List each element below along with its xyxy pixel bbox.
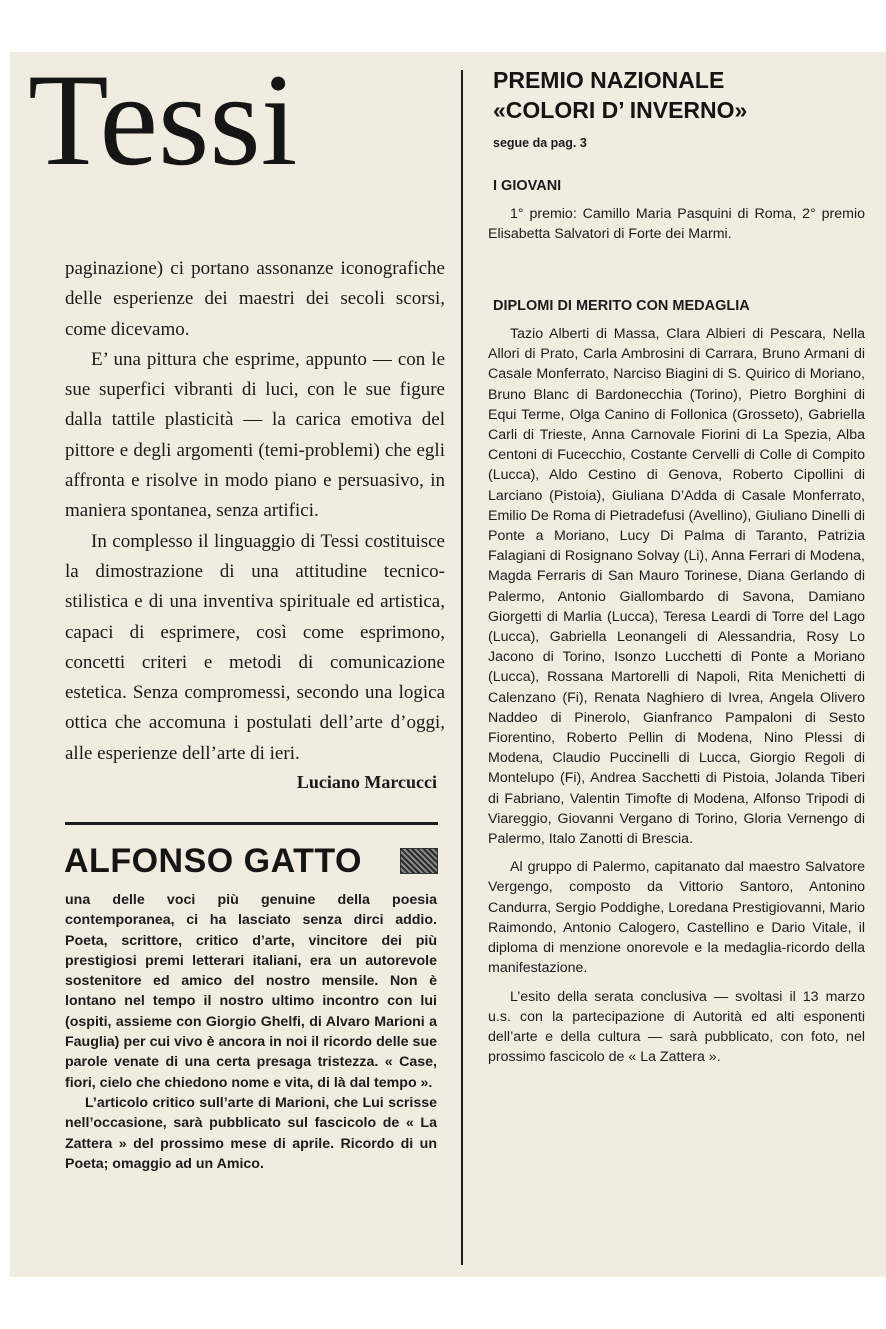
tessi-article-body	[65, 254, 445, 769]
diplomi-section	[488, 324, 865, 1067]
gatto-headline: ALFONSO GATTO	[64, 842, 363, 880]
column-divider	[461, 70, 463, 1265]
palermo-text: Al gruppo di Palermo, capitanato dal maestro Salvatore Vergengo, composto da Vittorio Santoro, Antonino Candurra, Sergio Poddighe, Loredana Prestigiovanni, Mario Raimondo, Antonio Calogero, Castellino e Dario Vitale, il diploma di menzione onorevole e la medaglia-ricordo della manifestazione.	[488, 859, 865, 977]
article-title-tessi: Tessi	[28, 52, 298, 193]
gatto-paragraph-2: L’articolo critico sull’arte di Marioni, che Lui scrisse nell’occasione, sarà pubblicato sul fascicolo de « La Zattera » del prossimo mese di aprile. Ricordo di un Poeta; omaggio ad un Amico.	[65, 1094, 437, 1172]
tessi-paragraph-3: In complesso il linguaggio di Tessi costituisce la dimostrazione di una attitudine tecnico-stilistica e di una inventiva spirituale ed artistica, capaci di esprimere, così come esprimono, concetti criteri e metodi di comunicazione estetica. Senza compromessi, secondo una logica ottica che accomuna i postulati dell’arte d’oggi, alle esperienze dell’arte di ieri.	[65, 530, 445, 764]
continued-from-note: segue da pag. 3	[493, 136, 587, 150]
magazine-page	[10, 52, 886, 1277]
gatto-paragraph-1: una delle voci più genuine della poesia contemporanea, ci ha lasciato senza dirci addio. Poeta, scrittore, critico d’arte, vincitore dei più prestigiosi premi letterari italiani, era un autorevole sostenitore ed amico del nostro mensile. Non è lontano nel tempo il nostro ultimo incontro con lui (ospiti, assieme con Giorgio Ghelfi, di Alvaro Marioni a Fauglia) per cui vivo è ancora in noi il ricordo delle sue parole venate di una certa presaga tristezza. « Case, fiori, cielo che chiedono nome e vita, di là dal tempo ».	[65, 892, 437, 1091]
gatto-article-body	[65, 890, 437, 1174]
esito-text: L’esito della serata conclusiva — svoltasi il 13 marzo u.s. con la partecipazione di Autorità ed alti esponenti dell’arte e della cultura — sarà pubblicato, con foto, nel prossimo fascicolo de « La Zattera ».	[488, 988, 865, 1066]
tessi-paragraph-1: paginazione) ci portano assonanze iconografiche delle esperienze dei maestri dei secoli scorsi, come dicevamo.	[65, 258, 445, 340]
diplomi-heading: DIPLOMI DI MERITO CON MEDAGLIA	[493, 298, 750, 314]
giovani-text: 1° premio: Camillo Maria Pasquini di Roma, 2° premio Elisabetta Salvatori di Forte dei Marmi.	[488, 206, 865, 243]
premio-title-line-2: «COLORI D’ INVERNO»	[493, 97, 748, 123]
giovani-section	[488, 204, 865, 244]
diplomi-text: Tazio Alberti di Massa, Clara Albieri di Pescara, Nella Allori di Prato, Carla Ambrosini di Carrara, Bruno Armani di Casale Monferrato, Narciso Biagini di S. Quirico di Moriano, Bruno Blanc di Bardonecchia (Torino), Pietro Borghini di Equi Terme, Olga Canino di Follonica (Grosseto), Gabriella Carli di Trieste, Anna Carnovale Fiorini di La Spezia, Alba Centoni di Fucecchio, Costante Cervelli di Colle di Compito (Lucca), Aldo Cestino di Genova, Roberto Cipollini di Larciano (Pistoia), Giuliana D’Adda di Casale Monferrato, Emilio De Roma di Pietradefusi (Avellino), Giuliano Dinelli di Ponte a Moriano, Lucy Di Palma di Taranto, Patrizia Falagiani di Rosignano Solvay (Li), Anna Ferrari di Modena, Magda Ferraris di San Mauro Torinese, Diana Gerlando di Palermo, Antonio Giallombardo di Savona, Damiano Giorgetti di Marlia (Lucca), Teresa Leardi di Torre del Lago (Lucca), Gabriella Leonangeli di Alessandria, Rosy Lo Jacono di Torino, Isonzo Lucchetti di Ponte a Moriano (Lucca), Rossana Martorelli di Napoli, Rita Menichetti di Calenzano (Fi), Renata Naghiero di Ivrea, Angela Olivero Naddeo di Pinerolo, Gianfranco Pampaloni di Sesto Fiorentino, Roberto Pellin di Modena, Nino Plessi di Modena, Claudio Puccinelli di Lucca, Giorgio Regoli di Montelupo (Fi), Andrea Sacchetti di Pistoia, Jolanda Tiberi di Fabriano, Valentin Timofte di Modena, Alfonso Tripodi di Viareggio, Giovanni Vergano di Torino, Gloria Vernengo di Palermo, Italo Zanotti di Brescia.	[488, 326, 865, 848]
gatto-thumbnail-photo	[400, 848, 438, 874]
giovani-heading: I GIOVANI	[493, 178, 562, 194]
tessi-paragraph-2: E’ una pittura che esprime, appunto — con le sue superfici vibranti di luci, con le sue figure dalla tattile plasticità — la carica emotiva del pittore e degli argomenti (temi-problemi) che egli affronta e risolve in modo piano e persuasivo, in maniera spontanea, senza artifici.	[65, 348, 445, 522]
premio-title-line-1: PREMIO NAZIONALE	[493, 67, 725, 93]
author-signature: Luciano Marcucci	[296, 772, 437, 792]
section-rule	[65, 822, 438, 825]
